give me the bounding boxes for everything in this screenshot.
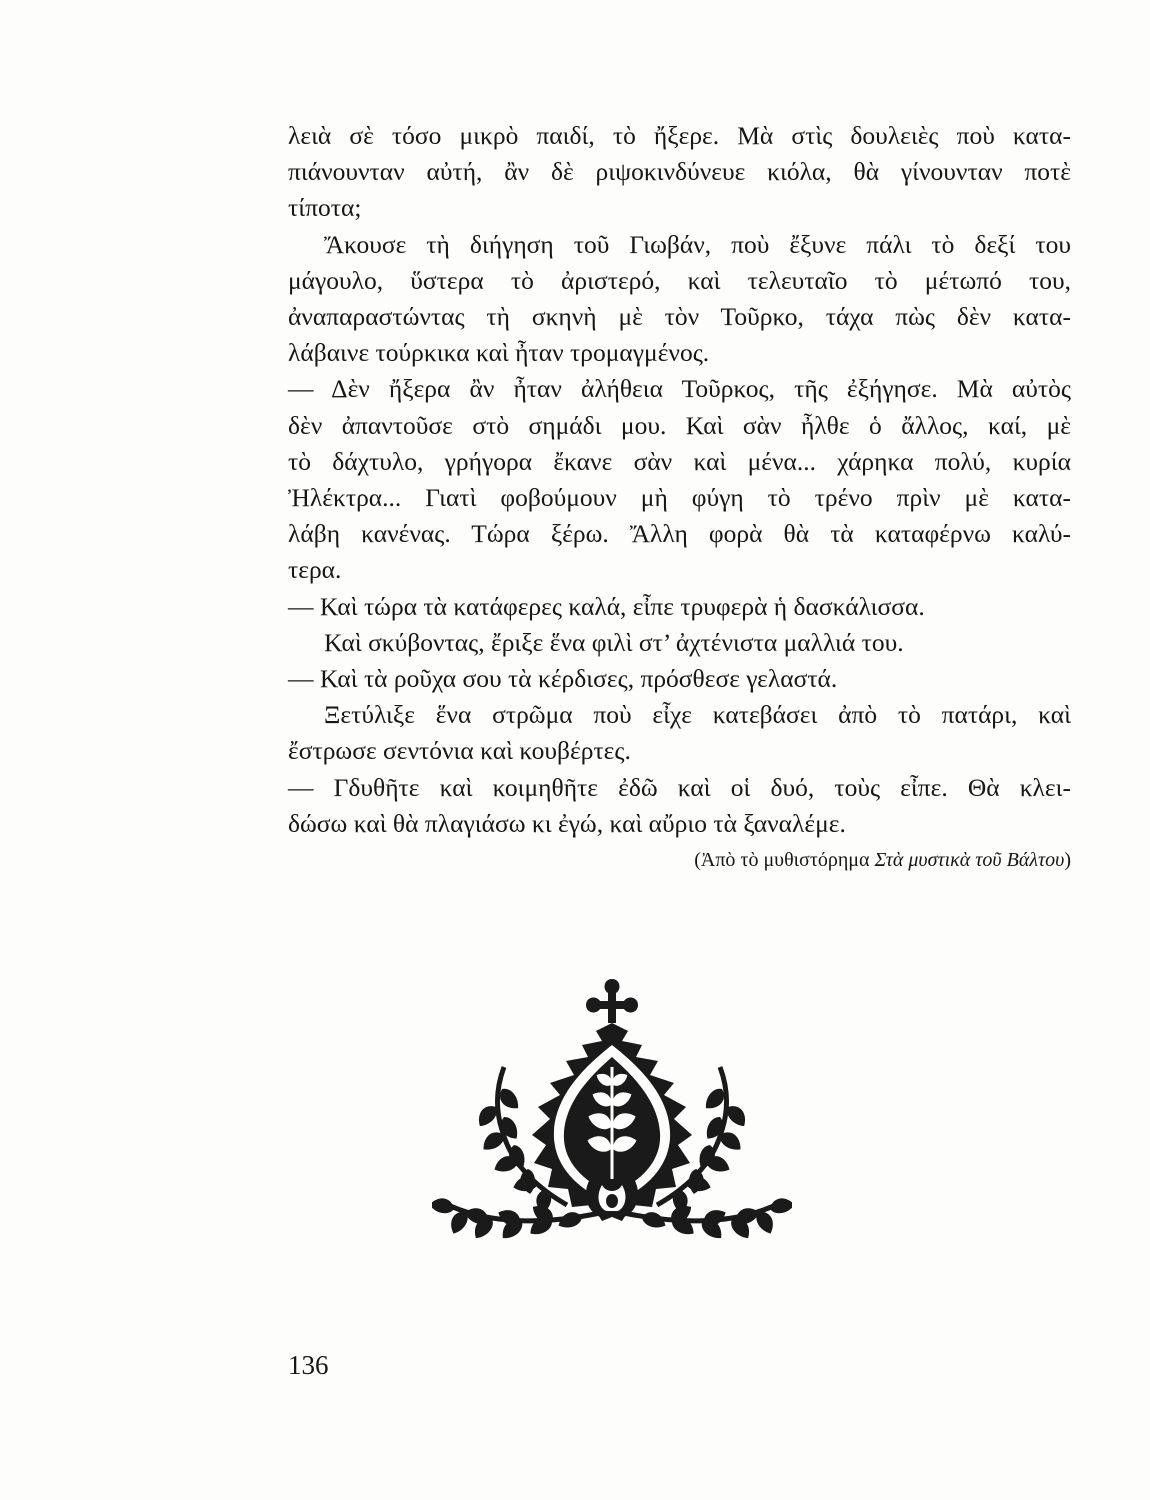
text-line: — Γδυθῆτε καὶ κοιμηθῆτε ἐδῶ καὶ οἱ δυό, τοὺς εἶπε. Θὰ κλει- xyxy=(288,772,1071,802)
text-line: ἔστρωσε σεντόνια καὶ κουβέρτες. xyxy=(288,736,631,766)
text-line: Καὶ σκύβοντας, ἔριξε ἕνα φιλὶ στ’ ἀχτένιστα μαλλιά του. xyxy=(324,627,904,657)
floral-ornament-icon xyxy=(432,965,792,1280)
text-line: λειὰ σὲ τόσο μικρὸ παιδί, τὸ ἤξερε. Μὰ στὶς δουλειὲς ποὺ κατα- xyxy=(288,121,1071,150)
text-line: λάβαινε τούρκικα καὶ ἦταν τρομαγμένος. xyxy=(288,338,710,368)
attribution-suffix: ) xyxy=(1064,849,1071,871)
text-line: ἀναπαραστώντας τὴ σκηνὴ μὲ τὸν Τοῦρκο, τάχα πὼς δὲν κατα- xyxy=(288,302,1071,332)
text-line: δώσω καὶ θὰ πλαγιάσω κι ἐγώ, καὶ αὔριο τὰ ξαναλέμε. xyxy=(288,808,846,838)
text-line: — Δὲν ἤξερα ἂν ἦταν ἀλήθεια Τοῦρκος, τῆς ἐξήγησε. Μὰ αὐτὸς xyxy=(288,374,1071,404)
text-line: Ἠλέκτρα... Γιατὶ φοβούμουν μὴ φύγη τὸ τρένο πρὶν μὲ κατα- xyxy=(288,483,1071,513)
body-text xyxy=(288,118,1071,842)
text-line: — Καὶ τὰ ροῦχα σου τὰ κέρδισες, πρόσθεσε γελαστά. xyxy=(288,664,838,694)
text-line: λάβη κανένας. Τώρα ξέρω. Ἄλλη φορὰ θὰ τὰ καταφέρνω καλύ- xyxy=(288,519,1071,549)
page-number: 136 xyxy=(288,1350,329,1380)
text-line: τερα. xyxy=(288,555,342,585)
text-line: πιάνουνταν αὐτή, ἂν δὲ ριψοκινδύνευε κιόλα, θὰ γίνουνταν ποτὲ xyxy=(288,157,1071,187)
novel-title: Στὰ μυστικὰ τοῦ Βάλτου xyxy=(874,849,1065,871)
text-line: τίποτα; xyxy=(288,193,362,223)
text-line: τὸ δάχτυλο, γρήγορα ἔκανε σὰν καὶ μένα... χάρηκα πολύ, κυρία xyxy=(288,446,1071,476)
text-line: — Καὶ τώρα τὰ κατάφερες καλά, εἶπε τρυφερὰ ἡ δασκάλισσα. xyxy=(288,591,925,621)
text-line: Ξετύλιξε ἕνα στρῶμα ποὺ εἶχε κατεβάσει ἀπὸ τὸ πατάρι, καὶ xyxy=(324,700,1071,730)
source-attribution xyxy=(520,847,1071,873)
text-line: δὲν ἀπαντοῦσε στὸ σημάδι μου. Καὶ σὰν ἦλθε ὁ ἄλλος, καί, μὲ xyxy=(288,410,1071,440)
text-line: μάγουλο, ὕστερα τὸ ἀριστερό, καὶ τελευταῖο τὸ μέτωπό του, xyxy=(288,265,1071,295)
attribution-prefix: (Ἀπὸ τὸ μυθιστόρημα xyxy=(694,849,870,871)
text-line: Ἄκουσε τὴ διήγηση τοῦ Γιωβάν, ποὺ ἔξυνε πάλι τὸ δεξί του xyxy=(324,229,1071,259)
